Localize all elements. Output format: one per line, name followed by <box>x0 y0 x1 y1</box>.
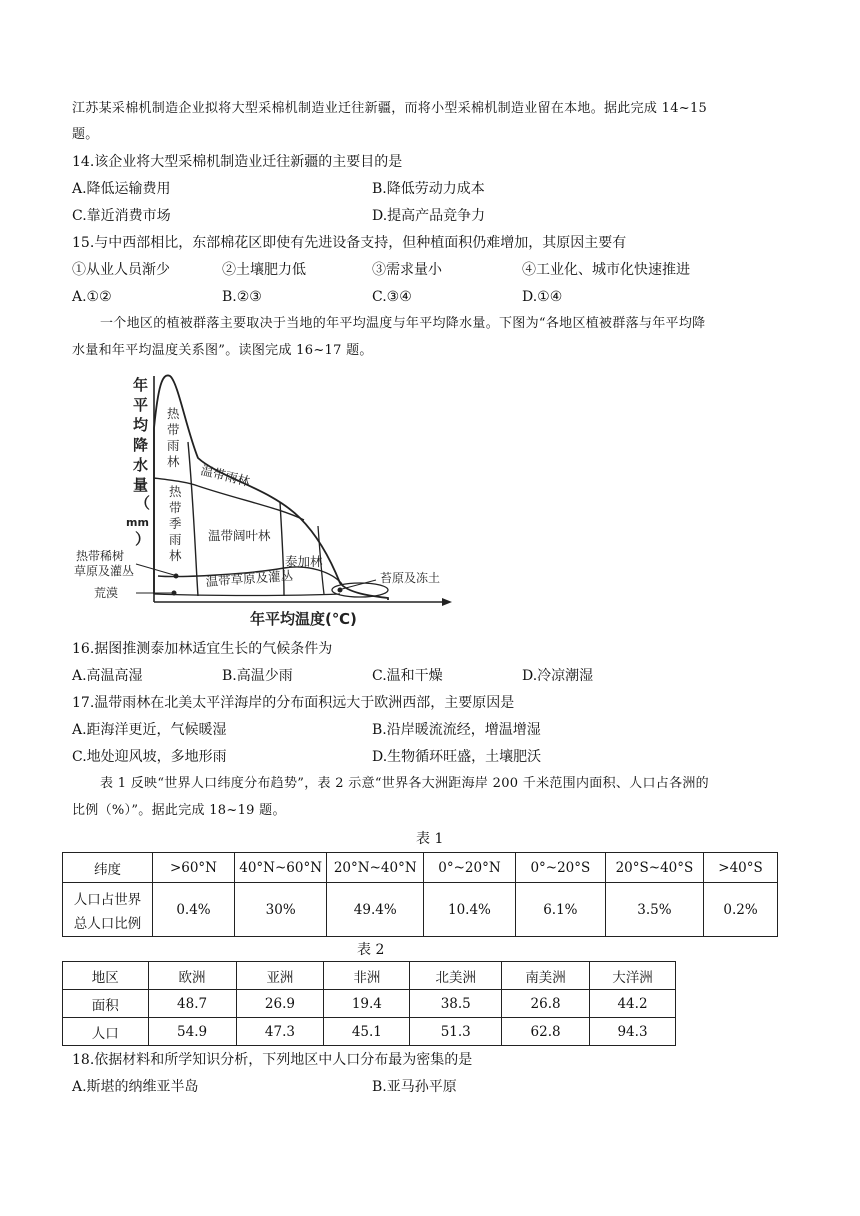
table-2-header-cell: 地区 <box>63 962 149 990</box>
table-2-cell: 51.3 <box>410 1018 502 1046</box>
table-2-header-row <box>63 962 676 990</box>
label-temperate-grassland: 温带草原及灌丛 <box>205 567 294 589</box>
table-1-column-header: >60°N <box>153 853 235 883</box>
table-1-data-row <box>63 883 778 937</box>
table-2-cell: 48.7 <box>148 990 236 1018</box>
question-14-option-a: A.降低运输费用 <box>72 181 171 197</box>
question-17-stem: 17.温带雨林在北美太平洋海岸的分布面积远大于欧洲西部，主要原因是 <box>72 695 515 711</box>
question-17-option-b: B.沿岸暖流流经，增温增湿 <box>372 722 541 738</box>
table-1-cell: 10.4% <box>424 883 516 937</box>
question-16-option-a: A.高温高湿 <box>72 668 143 684</box>
question-14-option-c: C.靠近消费市场 <box>72 208 171 224</box>
temperate-rainforest-lower-boundary <box>198 486 304 520</box>
question-17-option-a: A.距海洋更近，气候暖湿 <box>72 722 227 738</box>
table-2-cell: 38.5 <box>410 990 502 1018</box>
table-2-header-cell: 亚洲 <box>236 962 324 990</box>
question-16-option-d: D.冷凉潮湿 <box>522 668 594 684</box>
table-2-row-population <box>63 1018 676 1046</box>
table-2-caption: 表 2 <box>357 942 385 958</box>
label-tropical-rainforest: 林 <box>167 454 180 469</box>
question-17-option-d: D.生物循环旺盛，土壤肥沃 <box>372 749 542 765</box>
question-14-stem: 14.该企业将大型采棉机制造业迁往新疆的主要目的是 <box>72 154 403 170</box>
label-savanna: 热带稀树 <box>76 549 125 563</box>
y-label-char: ） <box>135 530 151 548</box>
label-tropical-monsoon: 热 <box>169 484 182 499</box>
question-18-option-b: B.亚马孙平原 <box>372 1079 457 1095</box>
question-16-option-b: B.高温少雨 <box>222 668 293 684</box>
y-label-char: 水 <box>133 456 149 474</box>
label-desert: 荒漠 <box>94 586 119 600</box>
question-15-stem: 15.与中西部相比，东部棉花区即使有先进设备支持，但种植面积仍难增加，其原因主要有 <box>72 235 627 251</box>
desert-boundary <box>154 594 340 596</box>
table-2-header-cell: 非洲 <box>324 962 410 990</box>
table-2-header-cell: 北美洲 <box>410 962 502 990</box>
table-2-cell: 47.3 <box>236 1018 324 1046</box>
table-1-column-header: 0°~20°N <box>424 853 516 883</box>
x-axis-arrow <box>442 598 452 606</box>
tropical-rainforest-boundary <box>188 442 198 596</box>
label-temperate-broadleaf: 温带阔叶林 <box>208 528 271 543</box>
label-tropical-monsoon: 雨 <box>169 532 182 547</box>
question-15-item-3: ③需求量小 <box>372 262 442 278</box>
table-2-cell: 26.8 <box>502 990 590 1018</box>
x-axis-label: 年平均温度(℃) <box>250 610 357 628</box>
table-1-row-header-line: 人口占世界 <box>73 891 142 908</box>
intro-3-line-1: 表 1 反映“世界人口纬度分布趋势”，表 2 示意“世界各大洲距海岸 200 千米范围内面积、人口占各洲的 <box>100 776 709 791</box>
table-1-column-header: 20°S~40°S <box>605 853 703 883</box>
y-label-char: 量 <box>133 476 149 494</box>
y-label-char: 年 <box>133 376 149 394</box>
label-tundra: 苔原及冻土 <box>380 571 441 585</box>
question-14-option-d: D.提高产品竞争力 <box>372 208 486 224</box>
table-1-cell: 0.2% <box>704 883 778 937</box>
table-1 <box>62 852 778 937</box>
question-16-option-c: C.温和干燥 <box>372 668 443 684</box>
table-2-cell: 54.9 <box>148 1018 236 1046</box>
table-1-caption: 表 1 <box>416 831 444 847</box>
vegetation-climate-diagram <box>70 368 460 630</box>
table-1-column-header: 0°~20°S <box>515 853 605 883</box>
table-1-column-header: 20°N~40°N <box>327 853 424 883</box>
y-label-char: （ <box>135 494 151 512</box>
table-1-row-header <box>63 883 153 937</box>
table-2 <box>62 961 676 1046</box>
table-1-cell: 3.5% <box>605 883 703 937</box>
y-label-char: 均 <box>133 416 149 434</box>
table-2-header-cell: 南美洲 <box>502 962 590 990</box>
tundra-leader <box>342 580 376 589</box>
question-15-item-1: ①从业人员渐少 <box>72 262 170 278</box>
table-1-cell: 49.4% <box>327 883 424 937</box>
table-1-cell: 0.4% <box>153 883 235 937</box>
savanna-dot <box>174 574 179 579</box>
table-1-cell: 30% <box>234 883 327 937</box>
table-2-cell: 94.3 <box>590 1018 676 1046</box>
label-tropical-rainforest: 热 <box>167 406 180 421</box>
question-18-option-a: A.斯堪的纳维亚半岛 <box>72 1079 199 1095</box>
table-2-cell: 62.8 <box>502 1018 590 1046</box>
question-15-option-a: A.①② <box>72 289 112 305</box>
table-2-cell: 人口 <box>63 1018 149 1046</box>
label-savanna: 草原及灌丛 <box>74 564 135 578</box>
label-tropical-rainforest: 带 <box>167 422 180 437</box>
question-14-option-b: B.降低劳动力成本 <box>372 181 485 197</box>
question-16-stem: 16.据图推测泰加林适宜生长的气候条件为 <box>72 641 333 657</box>
desert-dot <box>172 591 177 596</box>
table-1-column-header: 40°N~60°N <box>234 853 327 883</box>
table-1-row-header: 纬度 <box>63 853 153 883</box>
table-1-header-row <box>63 853 778 883</box>
intro-1-line-2: 题。 <box>72 127 99 142</box>
question-15-item-4: ④工业化、城市化快速推进 <box>522 262 690 278</box>
table-2-cell: 45.1 <box>324 1018 410 1046</box>
label-tropical-monsoon: 带 <box>169 500 182 515</box>
table-1-cell: 6.1% <box>515 883 605 937</box>
label-taiga: 泰加林 <box>285 554 323 569</box>
table-2-cell: 44.2 <box>590 990 676 1018</box>
intro-3-line-2: 比例（%）”。据此完成 18~19 题。 <box>72 803 286 818</box>
question-17-option-c: C.地处迎风坡，多地形雨 <box>72 749 227 765</box>
table-2-cell: 面积 <box>63 990 149 1018</box>
label-tropical-monsoon: 季 <box>169 516 182 531</box>
question-18-stem: 18.依据材料和所学知识分析，下列地区中人口分布最为密集的是 <box>72 1052 473 1068</box>
table-2-row-area <box>63 990 676 1018</box>
label-tropical-monsoon: 林 <box>169 548 182 563</box>
table-1-row-header-line: 总人口比例 <box>73 915 142 932</box>
question-15-option-d: D.①④ <box>522 289 563 305</box>
question-15-option-b: B.②③ <box>222 289 262 305</box>
intro-1-line-1: 江苏某采棉机制造企业拟将大型采棉机制造业迁往新疆，而将小型采棉机制造业留在本地。据此完成 14~15 <box>72 101 708 116</box>
vegetation-envelope <box>154 375 388 600</box>
label-temperate-rainforest: 温带雨林 <box>199 462 252 490</box>
intro-2-line-2: 水量和年平均温度关系图”。读图完成 16~17 题。 <box>72 343 373 358</box>
question-15-item-2: ②土壤肥力低 <box>222 262 306 278</box>
y-label-unit: mm <box>126 516 149 529</box>
y-label-char: 平 <box>133 396 149 414</box>
question-15-option-c: C.③④ <box>372 289 412 305</box>
table-2-cell: 19.4 <box>324 990 410 1018</box>
table-2-header-cell: 欧洲 <box>148 962 236 990</box>
y-label-char: 降 <box>133 436 149 454</box>
intro-2-line-1: 一个地区的植被群落主要取决于当地的年平均温度与年平均降水量。下图为“各地区植被群落与年平均降 <box>100 316 706 331</box>
label-tropical-rainforest: 雨 <box>167 438 180 453</box>
table-2-header-cell: 大洋洲 <box>590 962 676 990</box>
tundra-dot <box>338 588 343 593</box>
y-axis-label <box>126 376 150 548</box>
table-2-cell: 26.9 <box>236 990 324 1018</box>
table-1-column-header: >40°S <box>704 853 778 883</box>
savanna-leader <box>136 564 174 575</box>
